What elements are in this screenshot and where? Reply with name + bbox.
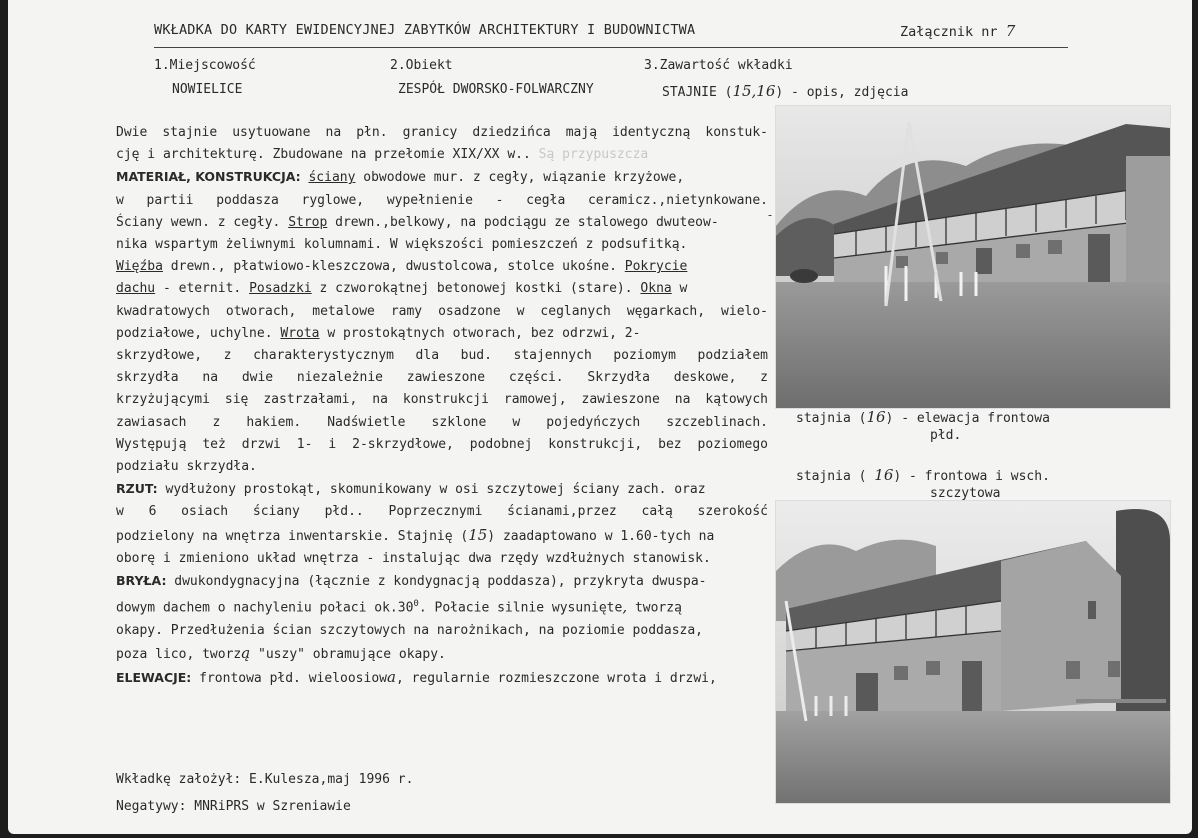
field-value-contents: STAJNIE (15,16) - opis, zdjęcia — [662, 82, 909, 100]
footer-negatives: Negatywy: MNRiPRS w Szreniawie — [116, 799, 351, 814]
photo-stable-front-east-gable — [776, 501, 1170, 803]
description-text: Dwie stajnie usytuowane na płn. granicy dziedzińca mają identyczną konstuk- cję i architekturę. Zbudowane na przełomie XIX/XX w.. Są przypuszcza MATERIAŁ, KONSTRUKCJA: ściany obwodowe mur. z cegły, wiązanie krzyżowe, w partii poddasza ryglowe, wypełnienie - cegła ceramicz.,nietynkowane. Ściany wewn. z cegły. Strop drewn.,belkowy, na podciągu ze stalowego dwuteow- - nika wspartym żeliwnymi kolumnami. W większości pomieszczeń z podsufitką. Więźba drewn., płatwiowo-kleszczowa, dwustolcowa, stolce ukośne. Pokrycie dachu - eternit. Posadzki z czworokątnej betonowej kostki (stare). Okna w kwadratowych otworach, metalowe ramy osadzone w ceglanych węgarkach, wielo- podziałowe, uchylne. Wrota w prostokątnych otworach, bez odrzwi, 2- skrzydłowe, z charakterystycznym dla bud. stajennych poziomym podziałem skrzydła na dwie niezależnie zawieszone części. Skrzydła deskowe, z krzyżującymi się zastrzałami, na konstrukcji ramowej, zawieszone na kątowych zawiasach z hakiem. Nadświetle szklone w pojedyńczych szczeblinach. Występują też drzwi 1- i 2-skrzydłowe, podobnej konstrukcji, bez poziomego podziału skrzydła. RZUT: wydłużony prostokąt, skomunikowany w osi szczytowej ściany zach. oraz w 6 osiach ściany płd.. Poprzecznymi ścianami,przez całą szerokość podzielony na wnętrza inwentarskie. Stajnię (15) zaadaptowano w 1.60-tych na oborę i zmieniono układ wnętrza - instalując dwa rzędy wzdłużnych stanowisk. BRYŁA: dwukondygnacyjna (łącznie z kondygnacją poddasza), przykryta dwuspa- dowym dachem o nachyleniu połaci $ok.30^0$. Połacie silnie wysunięte, tworzą okapy. Przedłużenia ścian szczytowych na narożnikach, na poziomie poddasza, poza lico, tworzą "uszy" obramujące okapy. ELEWACJE: frontowa płd. wieloosiowa, regularnie rozmieszczone wrota i drzwi, — [116, 125, 773, 687]
caption-photo-2: stajnia ( 16) - frontowa i wsch. szczytowa — [796, 466, 1050, 501]
caption-photo-1: stajnia (16) - elewacja frontowa płd. — [796, 408, 1050, 443]
section-label-material: MATERIAŁ, KONSTRUKCJA: — [116, 169, 301, 185]
document-sheet — [8, 0, 1192, 834]
annex-label: Załącznik nr 7 — [900, 22, 1016, 40]
photo-stable-front-east-gable-image — [776, 501, 1170, 803]
photo-stable-front-image — [776, 106, 1170, 408]
section-label-plan: RZUT: — [116, 481, 158, 497]
field-value-locality: NOWIELICE — [172, 82, 243, 97]
footer-author: Wkładkę założył: E.Kulesza,maj 1996 r. — [116, 772, 414, 787]
document-title: WKŁADKA DO KARTY EWIDENCYJNEJ ZABYTKÓW ARCHITEKTURY I BUDOWNICTWA — [154, 22, 696, 38]
field-value-object: ZESPÓŁ DWORSKO-FOLWARCZNY — [398, 82, 594, 97]
section-label-massing: BRYŁA: — [116, 573, 167, 589]
header-rule — [154, 47, 1068, 48]
annex-number: 7 — [1005, 22, 1016, 40]
field-label-contents: 3.Zawartość wkładki — [644, 58, 793, 73]
field-label-object: 2.Obiekt — [390, 58, 453, 73]
photo-stable-front — [776, 106, 1170, 408]
section-label-elevations: ELEWACJE: — [116, 670, 192, 686]
field-label-locality: 1.Miejscowość — [154, 58, 256, 73]
